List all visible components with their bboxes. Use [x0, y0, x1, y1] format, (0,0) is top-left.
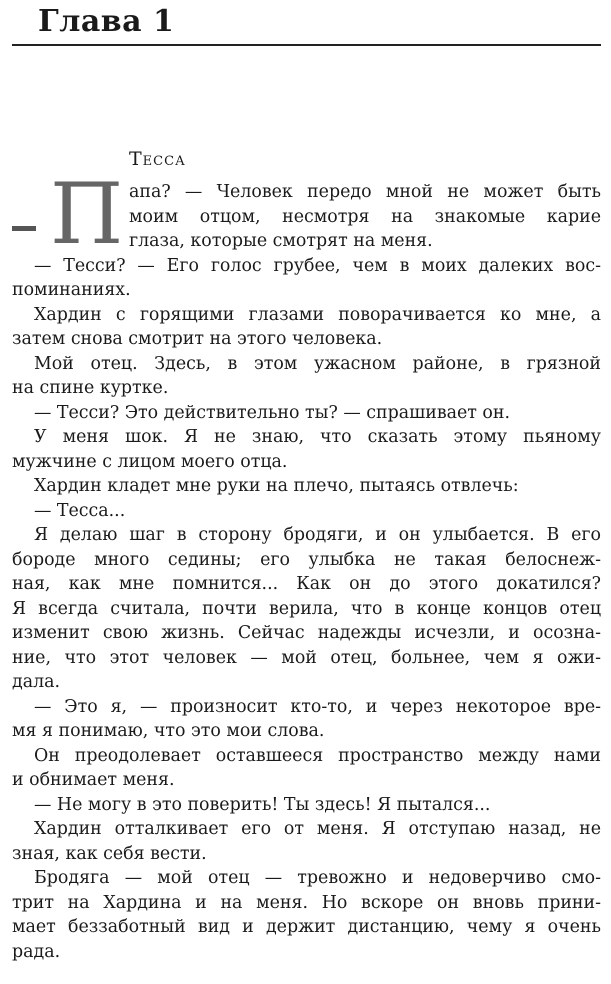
text-line: Хардин кладет мне руки на плечо, пытаясь отвлечь:	[34, 476, 519, 496]
text-line: мает беззаботный вид и держит дистанцию, чему я очень	[12, 917, 601, 937]
text-line: — Не могу в это поверить! Ты здесь! Я пытался...	[34, 794, 491, 815]
text-line: Бродяга — мой отец — тревожно и недоверчиво смо-	[34, 868, 601, 888]
text-line: глаза, которые смотрят на меня.	[129, 231, 433, 251]
body-text	[12, 165, 601, 964]
text-line: Он преодолевает оставшееся пространство между нами	[34, 745, 601, 766]
text-line: поминаниях.	[12, 280, 131, 300]
text-line: моим отцом, несмотря на знакомые карие	[129, 206, 601, 227]
chapter-title: Глава 1	[38, 4, 175, 39]
text-line: — Это я, — произносит кто-то, и через некоторое вре-	[34, 696, 601, 717]
section-heading: Тесса	[129, 148, 186, 170]
text-line: Я делаю шаг в сторону бродяги, и он улыбается. В его	[34, 525, 601, 545]
text-line: рада.	[12, 941, 61, 962]
text-line: — Тесси? — Его голос грубее, чем в моих далеких вос-	[34, 255, 601, 276]
text-line: трит на Хардина и на меня. Но вскоре он вновь прини-	[12, 892, 601, 913]
text-line: на спине куртке.	[12, 378, 169, 398]
text-line: Я всегда считала, почти верила, что в конце концов отец	[12, 598, 601, 619]
text-line: — Тесса...	[34, 500, 126, 521]
text-line: ние, что этот человек — мой отец, больнее, чем я ожи-	[12, 647, 601, 668]
text-line: ная, как мне помнится... Как он до этого докатился?	[12, 574, 601, 594]
dropcap-paragraph	[12, 165, 601, 263]
text-line: затем снова смотрит на этого человека.	[12, 329, 383, 349]
chapter-rule	[12, 44, 601, 46]
dropcap-letter: П	[50, 165, 124, 263]
text-line: и обнимает меня.	[12, 770, 175, 790]
text-line: — Тесси? Это действительно ты? — спрашивает он.	[34, 402, 511, 423]
text-line: Хардин с горящими глазами поворачивается ко мне, а	[34, 304, 601, 325]
text-line: мужчине с лицом моего отца.	[12, 451, 288, 472]
dropcap-lines	[129, 180, 601, 254]
text-line: зная, как себя вести.	[12, 843, 207, 864]
text-line: Хардин отталкивает его от меня. Я отступаю назад, не	[34, 819, 601, 839]
text-line: У меня шок. Я не знаю, что сказать этому пьяному	[34, 427, 601, 447]
text-line: апа? — Человек передо мной не может быть	[129, 182, 601, 202]
text-line: дала.	[12, 672, 61, 692]
dropcap-dash	[12, 226, 36, 231]
text-line: бороде много седины; его улыбка не такая белоснеж-	[12, 549, 601, 570]
text-line: Мой отец. Здесь, в этом ужасном районе, в грязной	[34, 353, 601, 374]
text-line: мя я понимаю, что это мои слова.	[12, 721, 325, 741]
text-line: изменит свою жизнь. Сейчас надежды исчезли, и осозна-	[12, 623, 601, 643]
